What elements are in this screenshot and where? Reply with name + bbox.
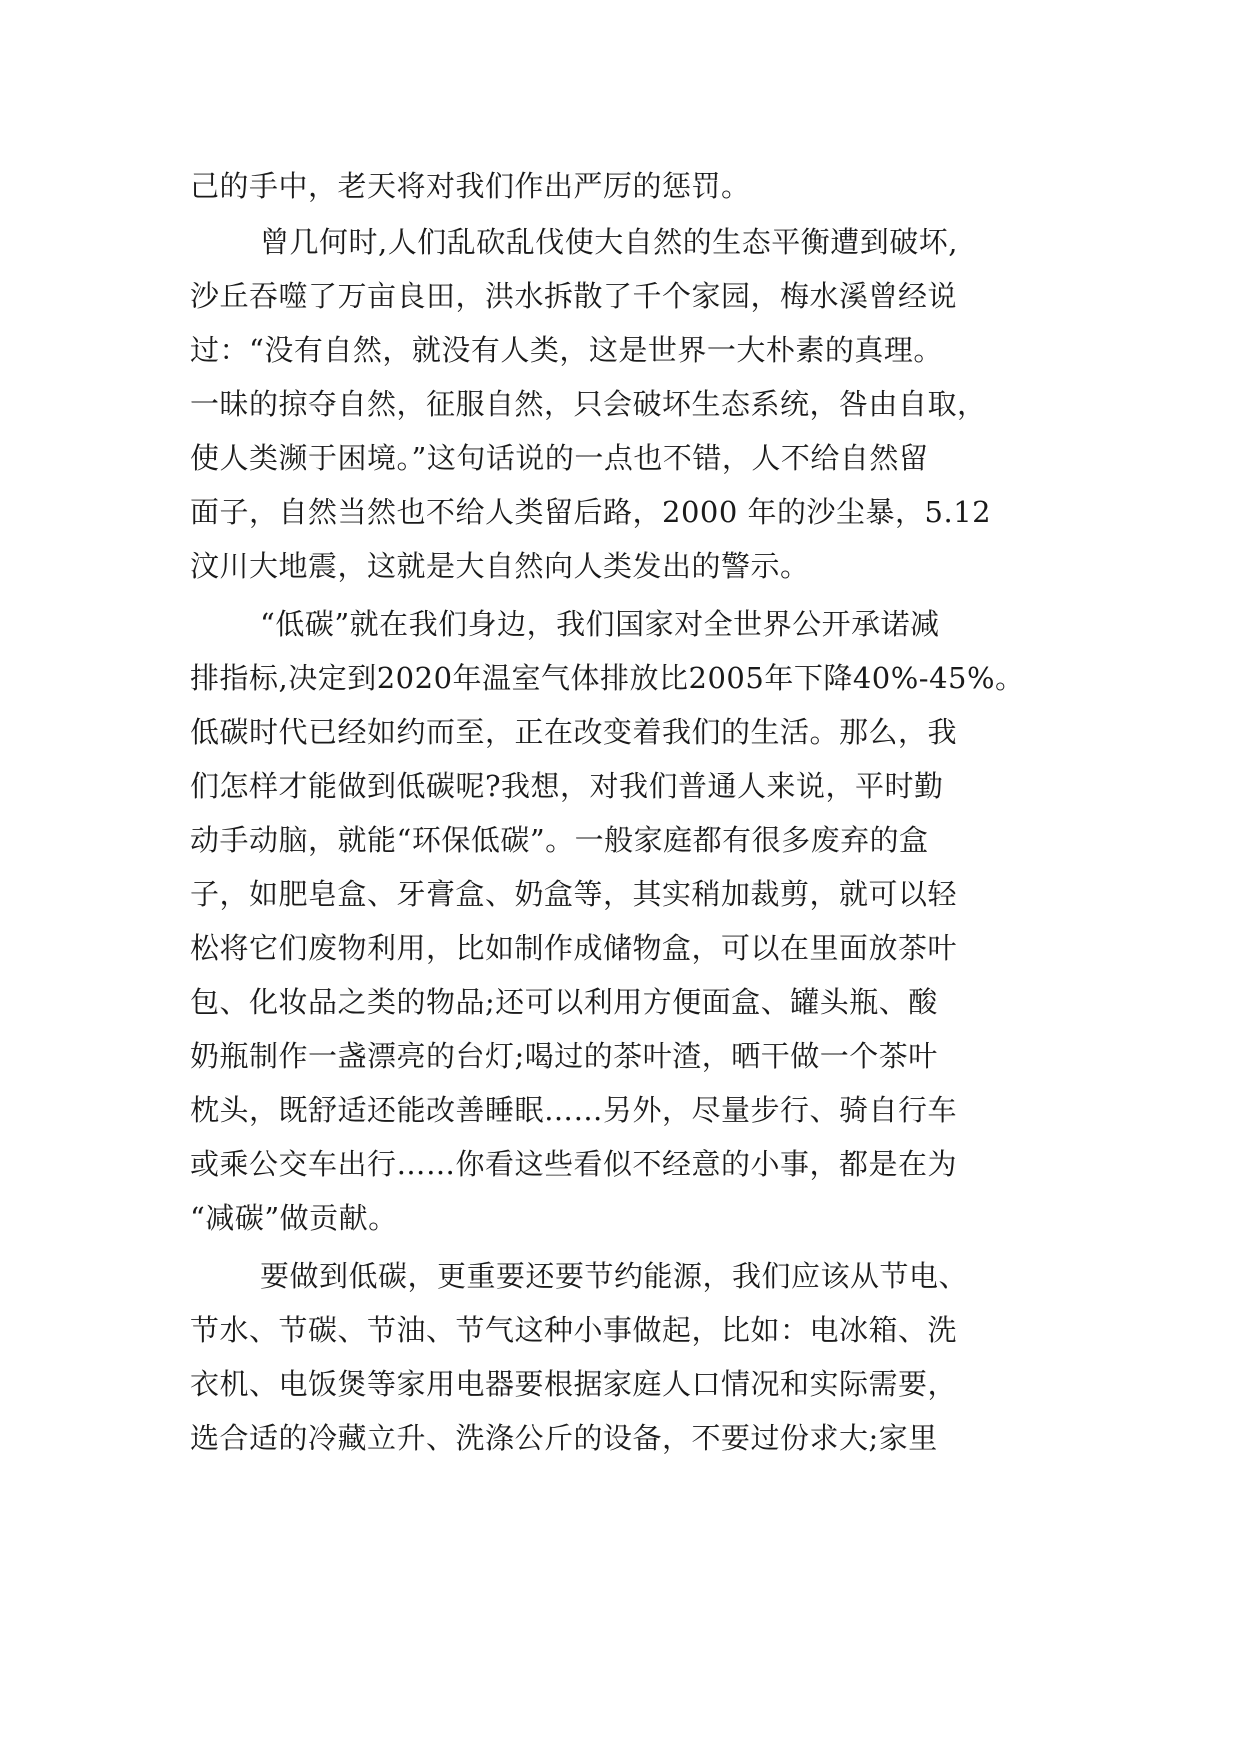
text-line: 沙丘吞噬了万亩良田，洪水拆散了千个家园，梅水溪曾经说 — [190, 279, 958, 313]
text-line: 奶瓶制作一盏漂亮的台灯;喝过的茶叶渣，晒干做一个茶叶 — [190, 1039, 938, 1073]
text-line: 们怎样才能做到低碳呢?我想，对我们普通人来说，平时勤 — [190, 769, 944, 803]
text-line: 松将它们废物利用，比如制作成储物盒，可以在里面放茶叶 — [190, 931, 958, 965]
text-line: 低碳时代已经如约而至，正在改变着我们的生活。那么，我 — [190, 715, 958, 749]
text-line: “减碳”做贡献。 — [190, 1201, 398, 1235]
text-line: 要做到低碳，更重要还要节约能源，我们应该从节电、 — [260, 1259, 969, 1293]
text-line: 面子，自然当然也不给人类留后路，2000 年的沙尘暴，5.12 — [190, 495, 992, 529]
text-line: 动手动脑，就能“环保低碳”。一般家庭都有很多废弃的盒 — [190, 823, 929, 857]
text-line: 节水、节碳、节油、节气这种小事做起，比如：电冰箱、洗 — [190, 1313, 958, 1347]
text-line: 子，如肥皂盒、牙膏盒、奶盒等，其实稍加裁剪，就可以轻 — [190, 877, 958, 911]
text-line: 或乘公交车出行……你看这些看似不经意的小事，都是在为 — [190, 1147, 958, 1181]
text-line: 汶川大地震，这就是大自然向人类发出的警示。 — [190, 549, 810, 583]
text-line: 衣机、电饭煲等家用电器要根据家庭人口情况和实际需要， — [190, 1367, 958, 1401]
text-line: 曾几何时,人们乱砍乱伐使大自然的生态平衡遭到破坏, — [260, 225, 958, 259]
text-line: 使人类濒于困境。”这句话说的一点也不错，人不给自然留 — [190, 441, 929, 475]
text-line: 己的手中，老天将对我们作出严厉的惩罚。 — [190, 169, 751, 203]
text-line: 枕头，既舒适还能改善睡眠……另外，尽量步行、骑自行车 — [190, 1093, 958, 1127]
text-line: 一昧的掠夺自然，征服自然，只会破坏生态系统，咎由自取， — [190, 387, 987, 421]
text-line: 包、化妆品之类的物品;还可以利用方便面盒、罐头瓶、酸 — [190, 985, 938, 1019]
text-line: 选合适的冷藏立升、洗涤公斤的设备，不要过份求大;家里 — [190, 1421, 938, 1455]
text-line: 排指标,决定到2020年温室气体排放比2005年下降40%-45%。 — [190, 661, 1025, 695]
text-line: “低碳”就在我们身边，我们国家对全世界公开承诺减 — [260, 607, 940, 641]
text-line: 过：“没有自然，就没有人类，这是世界一大朴素的真理。 — [190, 333, 943, 367]
